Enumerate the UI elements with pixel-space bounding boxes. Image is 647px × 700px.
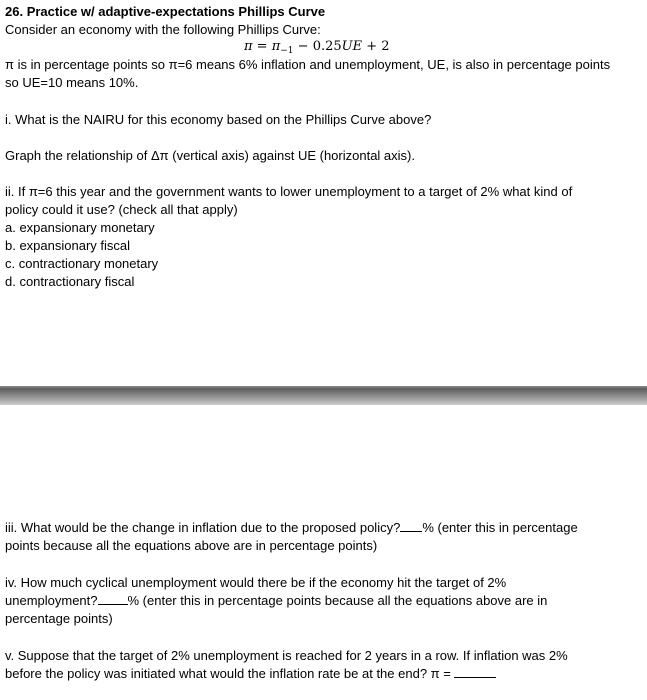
question-4-text-after: % (enter this in percentage points because all the equations above are in [127,593,548,608]
problem-title [5,3,325,20]
equation-lhs: π [244,39,253,54]
note-line-2: so UE=10 means 10%. [5,75,139,90]
graph-instruction: Graph the relationship of Δπ (vertical axis) against UE (horizontal axis). [5,148,415,163]
question-5-line-2 [5,665,496,682]
question-3-line-1 [5,519,578,536]
option-b: b. expansionary fiscal [5,238,131,253]
answer-blank-q5[interactable] [454,665,496,678]
option-d: d. contractionary fiscal [5,274,135,289]
question-3-line-2: points because all the equations above are in percentage points) [5,538,378,553]
question-2-line-1: ii. If π=6 this year and the government wants to lower unemployment to a target of 2% what kind of [5,184,573,199]
question-4-line-2 [5,592,547,609]
option-c: c. contractionary monetary [5,256,159,271]
question-2-line-2: policy could it use? (check all that apply) [5,202,238,217]
question-3-text: iii. What would be the change in inflation due to the proposed policy? [5,520,401,535]
intro-text: Consider an economy with the following Phillips Curve: [5,22,321,37]
phillips-curve-equation: $\pi = \pi_{-1} - 0.25UE + 2$ [244,39,390,56]
answer-blank-q4[interactable] [98,592,128,605]
equation-pi-lagged: π [271,39,281,54]
question-4-line-1: iv. How much cyclical unemployment would there be if the economy hit the target of 2% [5,575,507,590]
question-5-text: before the policy was initiated what would the inflation rate be at the end? π = [5,666,451,681]
equation-subscript: −1 [280,46,294,56]
option-a: a. expansionary monetary [5,220,155,235]
problem-title-text: Practice w/ adaptive-expectations Phillips Curve [26,4,326,19]
equation-constant: + 2 [362,39,390,54]
note-line-1: π is in percentage points so π=6 means 6% inflation and unemployment, UE, is also in percentage points [5,57,611,72]
question-5-line-1: v. Suppose that the target of 2% unemployment is reached for 2 years in a row. If inflation was 2% [5,648,568,663]
problem-number: 26. [5,4,24,19]
question-1: i. What is the NAIRU for this economy based on the Phillips Curve above? [5,112,432,127]
equation-ue: UE [341,39,363,54]
question-4-line-3: percentage points) [5,611,113,626]
answer-blank-q3[interactable] [400,519,422,532]
page-divider-band [0,386,647,405]
question-3-text-after: % (enter this in percentage [422,520,578,535]
equation-coefficient: − 0.25 [293,39,342,54]
question-4-text: unemployment? [5,593,98,608]
